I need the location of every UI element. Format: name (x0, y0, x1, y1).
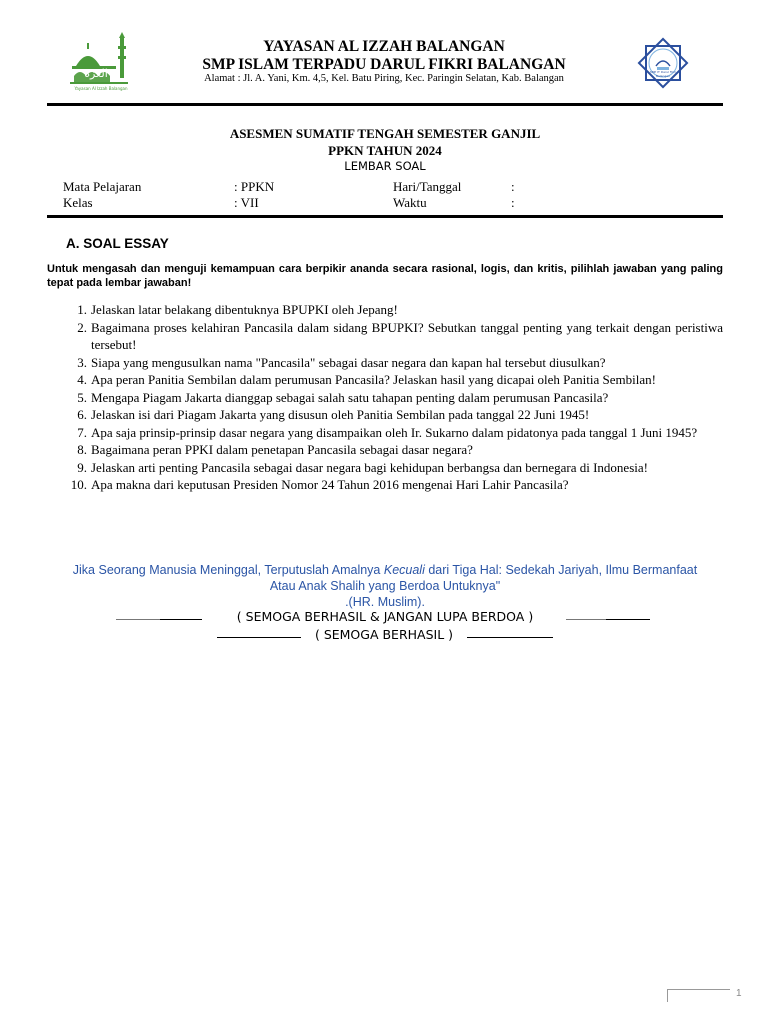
exam-title: ASESMEN SUMATIF TENGAH SEMESTER GANJIL (229, 126, 541, 141)
page-number-box (667, 989, 730, 1002)
school-name: SMP ISLAM TERPADU DARUL FIKRI BALANGAN (202, 56, 566, 73)
question-item (62, 459, 723, 477)
section-heading: A. SOAL ESSAY (66, 236, 169, 251)
closing-rule-right-2 (467, 637, 553, 638)
closing-rule-left-2 (217, 637, 301, 638)
question-number: 7. (77, 424, 87, 440)
question-number: 3. (77, 354, 87, 370)
school-address: Alamat : Jl. A. Yani, Km. 4,5, Kel. Batu Piring, Kec. Paringin Selatan, Kab. Balangan (204, 73, 564, 84)
question-text: Apa peran Panitia Sembilan dalam perumusan Pancasila? Jelaskan hasil yang dicapai oleh Panitia Sembilan! (91, 372, 656, 387)
closing-line-2: ( SEMOGA BERHASIL ) (314, 627, 454, 642)
quote-line2: Atau Anak Shalih yang Berdoa Untuknya" (269, 579, 501, 593)
subject-value: : PPKN (234, 179, 275, 194)
question-text: Apa makna dari keputusan Presiden Nomor 24 Tahun 2016 mengenai Hari Lahir Pancasila? (91, 477, 569, 492)
question-number: 5. (77, 389, 87, 405)
mosque-logo-icon (66, 32, 136, 94)
quote-source: .(HR. Muslim). (345, 595, 425, 609)
question-text: Jelaskan latar belakang dibentuknya BPUPKI oleh Jepang! (91, 302, 398, 317)
question-item (62, 424, 723, 442)
question-item (62, 476, 723, 494)
question-text: Bagaimana proses kelahiran Pancasila dalam sidang BPUPKI? Sebutkan tanggal penting yang terkait dengan peristiwa tersebut! (91, 319, 723, 352)
yayasan-logo (66, 32, 136, 94)
org-name: YAYASAN AL IZZAH BALANGAN (263, 38, 505, 55)
info-divider (47, 215, 723, 218)
class-value: : VII (234, 195, 259, 210)
question-item (62, 319, 723, 354)
question-item (62, 354, 723, 372)
class-label: Kelas (63, 195, 93, 210)
closing-rule-left-1b (160, 619, 202, 620)
question-number: 8. (77, 442, 87, 457)
time-value: : (511, 195, 515, 210)
school-logo (634, 36, 692, 90)
closing-rule-right-1b (606, 619, 650, 620)
hadith-quote (47, 562, 723, 578)
question-text: Jelaskan arti penting Pancasila sebagai dasar negara bagi kehidupan berbangsa dan bernegara di Indonesia! (91, 459, 648, 475)
star-seal-logo-icon (634, 36, 692, 90)
date-value: : (511, 179, 515, 194)
yayasan-logo-arabic: العزة (84, 67, 108, 80)
quote-emphasis: Kecuali (383, 563, 425, 577)
date-label: Hari/Tanggal (393, 179, 462, 194)
question-item (62, 371, 723, 389)
school-logo-caption: SMP IT Darul Fikri Balangan (649, 70, 677, 78)
exam-subtitle: PPKN TAHUN 2024 (328, 143, 442, 158)
question-number: 10. (70, 477, 87, 492)
question-text: Apa saja prinsip-prinsip dasar negara yang disampaikan oleh Ir. Sukarno dalam pidatonya pada tanggal 1 Juni 1945? (91, 424, 698, 440)
question-text: Jelaskan isi dari Piagam Jakarta yang disusun oleh Panitia Sembilan pada tanggal 22 Juni 1945! (91, 407, 590, 422)
sheet-label: LEMBAR SOAL (344, 159, 426, 173)
question-number: 2. (77, 319, 87, 335)
closing-line-1: ( SEMOGA BERHASIL & JANGAN LUPA BERDOA ) (236, 609, 534, 624)
quote-part2: dari Tiga Hal: Sedekah Jariyah, Ilmu Bermanfaat (424, 563, 698, 577)
yayasan-logo-caption: Yayasan Al Izzah Balangan (74, 86, 128, 91)
question-text: Bagaimana peran PPKI dalam penetapan Pancasila sebagai dasar negara? (91, 442, 473, 457)
question-number: 9. (77, 459, 87, 475)
time-label: Waktu (393, 195, 427, 210)
question-item (62, 301, 723, 319)
question-text: Mengapa Piagam Jakarta dianggap sebagai salah satu tahapan penting dalam perumusan Pancasila? (91, 389, 609, 405)
page-number: 1 (736, 988, 742, 999)
question-number: 4. (77, 372, 87, 387)
question-text: Siapa yang mengusulkan nama "Pancasila" sebagai dasar negara dan kapan hal tersebut diusulkan? (91, 354, 606, 370)
header-divider (47, 103, 723, 106)
question-list (62, 301, 723, 494)
question-number: 6. (77, 407, 87, 422)
quote-part1: Jika Seorang Manusia Meninggal, Terputuslah Amalnya (72, 563, 384, 577)
question-number: 1. (77, 302, 87, 317)
section-instruction: Untuk mengasah dan menguji kemampuan cara berpikir ananda secara rasional, logis, dan kritis, pilihlah jawaban yang paling tepat pada lembar jawaban! (47, 263, 723, 289)
subject-label: Mata Pelajaran (63, 179, 142, 194)
question-item (62, 441, 723, 459)
question-item (62, 406, 723, 424)
question-item (62, 389, 723, 407)
